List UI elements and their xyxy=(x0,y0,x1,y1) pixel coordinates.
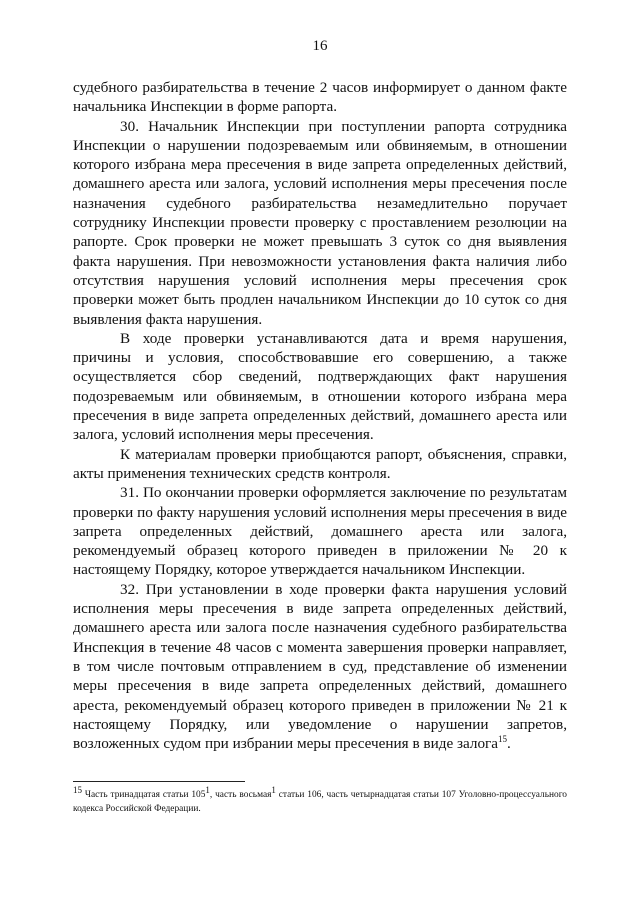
footnote-text-part2: , часть восьмая xyxy=(209,790,272,800)
footnote-text-part1: Часть тринадцатая статьи 105 xyxy=(82,790,206,800)
paragraph-item-30: 30. Начальник Инспекции при поступлении рапорта сотрудника Инспекции о нарушении подозреваемым или обвиняемым, в отношении которого избрана мера пресечения в виде запрета определенных действий, домашнего ареста или залога, условий исполнения меры пресечения после назначения судебного разбирательства незамедлительно поручает сотруднику Инспекции провести проверку с проставлением резолюции на рапорте. Срок проверки не может превышать 3 суток со дня выявления факта нарушения. При невозможности установления факта наличия либо отсутствия нарушения условий исполнения меры пресечения срок проверки может быть продлен начальником Инспекции до 10 суток со дня выявления факта нарушения. xyxy=(73,117,567,328)
page-number: 16 xyxy=(312,38,328,54)
paragraph-item-32-text: 32. При установлении в ходе проверки факта нарушения условий исполнения меры пресечения в виде запрета определенных действий, домашнего ареста или залога после назначения судебного разбирательства Инспекция в течение 48 часов с момента завершения проверки направляет, в том числе почтовым отправлением в суд, представление об изменении меры пресечения в виде запрета определенных действий, домашнего ареста, рекомендуемый образец которого приведен в приложении № 21 к настоящему Порядку, или уведомление о нарушении запретов, возложенных судом при избрании меры пресечения в виде залога xyxy=(73,580,567,753)
footnote-reference: 15 xyxy=(498,734,508,745)
paragraph-item-32-end: . xyxy=(507,735,511,753)
footnote-superscript-2: 1 xyxy=(271,784,276,795)
footnote-separator xyxy=(73,781,245,782)
paragraph-continuation: судебного разбирательства в течение 2 часов информирует о данном факте начальника Инспекции в форме рапорта. xyxy=(73,79,567,116)
paragraph-item-32 xyxy=(73,580,567,754)
footnote-marker: 15 xyxy=(73,784,82,795)
footnote xyxy=(73,784,567,816)
document-body xyxy=(73,78,567,753)
paragraph-item-31: 31. По окончании проверки оформляется заключение по результатам проверки по факту нарушения условий исполнения меры пресечения в виде запрета определенных действий, домашнего ареста или залога, рекомендуемый образец которого приведен в приложении № 20 к настоящему Порядку, которое утверждается начальником Инспекции. xyxy=(73,484,567,579)
paragraph-materials: К материалам проверки приобщаются рапорт, объяснения, справки, акты применения технических средств контроля. xyxy=(73,445,567,482)
footnote-text-part3: статьи 106, часть четырнадцатая статьи 107 Уголовно-процессуального кодекса Российской Федерации. xyxy=(73,790,567,814)
paragraph-inspection-details: В ходе проверки устанавливаются дата и время нарушения, причины и условия, способствовавшие его совершению, а также осуществляется сбор сведений, подтверждающих факт нарушения подозреваемым или обвиняемым, в отношении которого избрана мера пресечения в виде запрета определенных действий, домашнего ареста или залога, условий исполнения меры пресечения. xyxy=(73,329,567,444)
footnote-superscript-1: 1 xyxy=(205,784,210,795)
